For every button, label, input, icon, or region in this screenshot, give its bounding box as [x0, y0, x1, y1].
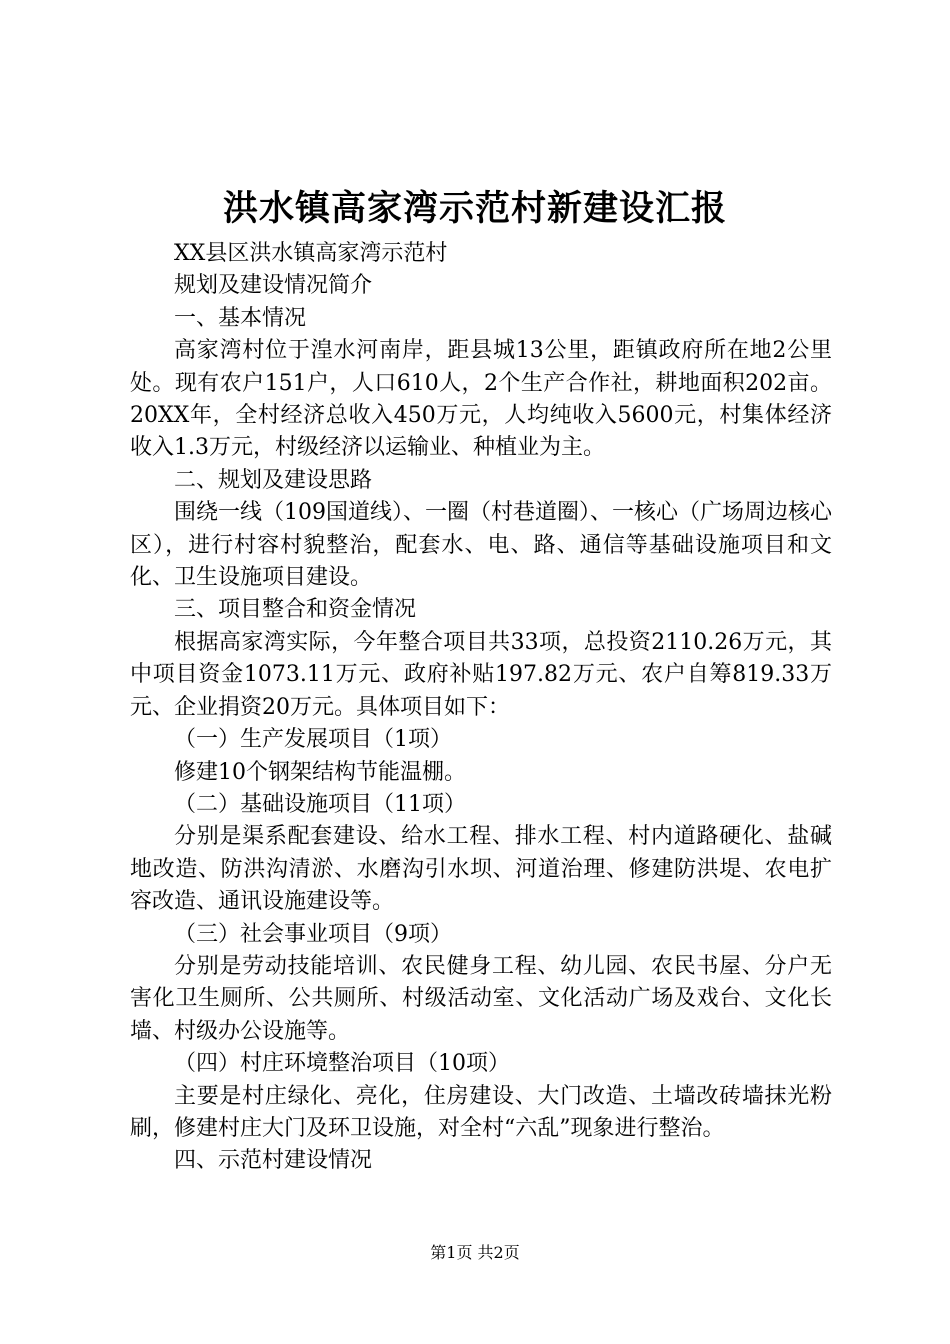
paragraph-infrastructure: 分别是渠系配套建设、给水工程、排水工程、村内道路硬化、盐碱地改造、防洪沟清淤、水磨沟引水坝、河道治理、修建防洪堤、农电扩容改造、通讯设施建设等。 — [130, 824, 832, 915]
paragraph-subtitle-2: 规划及建设情况简介 — [174, 273, 373, 299]
paragraph-planning: 围绕一线（109国道线）、一圈（村巷道圈）、一核心（广场周边核心区），进行村容村貌整治，配套水、电、路、通信等基础设施项目和文化、卫生设施项目建设。 — [130, 500, 832, 591]
page-footer: 第1页 共2页 — [430, 1243, 520, 1262]
subsection-heading-3: （三）社会事业项目（9项） — [174, 921, 452, 947]
section-heading-2: 二、规划及建设思路 — [174, 467, 373, 493]
subsection-heading-1: （一）生产发展项目（1项） — [174, 727, 452, 753]
section-heading-1: 一、基本情况 — [174, 305, 307, 331]
subsection-heading-4: （四）村庄环境整治项目（10项） — [174, 1051, 510, 1077]
section-heading-3: 三、项目整合和资金情况 — [174, 597, 417, 623]
paragraph-production: 修建10个钢架结构节能温棚。 — [174, 759, 466, 785]
section-heading-4: 四、示范村建设情况 — [174, 1148, 373, 1174]
paragraph-funding: 根据高家湾实际，今年整合项目共33项，总投资2110.26万元，其中项目资金1073.11万元、政府补贴197.82万元、农户自筹819.33万元、企业捐资20万元。具体项目如下： — [130, 629, 832, 720]
paragraph-basic-info: 高家湾村位于湟水河南岸，距县城13公里，距镇政府所在地2公里处。现有农户151户，人口610人，2个生产合作社，耕地面积202亩。20XX年，全村经济总收入450万元，人均纯收入5600元，村集体经济收入1.3万元，村级经济以运输业、种植业为主。 — [130, 338, 832, 461]
paragraph-environment: 主要是村庄绿化、亮化，住房建设、大门改造、土墙改砖墙抹光粉刷，修建村庄大门及环卫设施，对全村“六乱”现象进行整治。 — [130, 1083, 832, 1141]
paragraph-social: 分别是劳动技能培训、农民健身工程、幼儿园、农民书屋、分户无害化卫生厕所、公共厕所、村级活动室、文化活动广场及戏台、文化长墙、村级办公设施等。 — [130, 953, 832, 1044]
paragraph-subtitle-1: XX县区洪水镇高家湾示范村 — [174, 241, 448, 266]
document-body — [130, 238, 832, 1178]
document-title: 洪水镇高家湾示范村新建设汇报 — [222, 188, 727, 229]
subsection-heading-2: （二）基础设施项目（11项） — [174, 791, 466, 817]
